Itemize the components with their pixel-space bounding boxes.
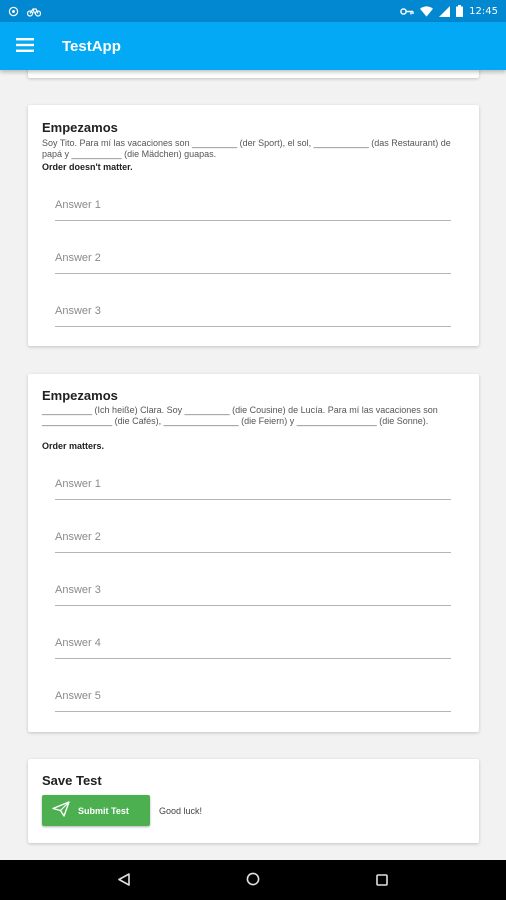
status-bar bbox=[0, 0, 506, 22]
recents-icon bbox=[376, 871, 388, 890]
answer-2-input[interactable] bbox=[55, 527, 451, 547]
answer-3-input[interactable] bbox=[55, 301, 451, 321]
answer-2-input[interactable] bbox=[55, 248, 451, 268]
answer-1-field[interactable] bbox=[55, 193, 451, 221]
card-note: Order doesn't matter. bbox=[42, 162, 133, 172]
navigation-bar bbox=[0, 860, 506, 900]
card-text: __________ (Ich heiße) Clara. Soy _________ (die Cousine) de Lucía. Para mí las vacaciones son ______________ (die Cafés), _______________ (die Feiern) y ________________ (die Sonne). bbox=[42, 405, 438, 426]
card-title: Empezamos bbox=[42, 388, 118, 403]
paper-plane-icon bbox=[52, 801, 70, 821]
vpn-key-icon bbox=[400, 7, 414, 16]
answer-4-input[interactable] bbox=[55, 633, 451, 653]
wifi-icon bbox=[420, 6, 433, 17]
answer-1-input[interactable] bbox=[55, 474, 451, 494]
app-title: TestApp bbox=[62, 37, 121, 55]
content-scroll-area[interactable] bbox=[0, 70, 506, 860]
app-bar bbox=[0, 22, 506, 70]
answer-3-field[interactable] bbox=[55, 299, 451, 327]
settings-circle-icon bbox=[8, 6, 19, 17]
back-icon bbox=[118, 871, 130, 890]
save-test-card bbox=[28, 759, 479, 843]
save-test-title: Save Test bbox=[42, 773, 102, 788]
bike-icon bbox=[27, 6, 41, 17]
answer-5-field[interactable] bbox=[55, 684, 451, 712]
menu-button[interactable] bbox=[0, 22, 50, 70]
back-button[interactable] bbox=[104, 860, 144, 900]
question-card-2 bbox=[28, 374, 479, 732]
answer-2-field[interactable] bbox=[55, 525, 451, 553]
home-button[interactable] bbox=[233, 860, 273, 900]
signal-icon bbox=[439, 6, 450, 17]
answer-1-input[interactable] bbox=[55, 195, 451, 215]
submit-test-label: Submit Test bbox=[78, 805, 129, 816]
answer-5-input[interactable] bbox=[55, 686, 451, 706]
card-note: Order matters. bbox=[42, 441, 105, 451]
recents-button[interactable] bbox=[362, 860, 402, 900]
battery-icon bbox=[456, 5, 463, 17]
previous-card bbox=[28, 70, 479, 78]
answer-1-field[interactable] bbox=[55, 472, 451, 500]
question-card-1 bbox=[28, 105, 479, 346]
card-title: Empezamos bbox=[42, 120, 118, 135]
card-text: Soy Tito. Para mí las vacaciones son _________ (der Sport), el sol, ___________ (das Restaurant) de papá y __________ (die Mädchen) guapas. bbox=[42, 138, 451, 159]
menu-icon bbox=[16, 37, 34, 56]
answer-2-field[interactable] bbox=[55, 246, 451, 274]
submit-test-button[interactable] bbox=[42, 795, 150, 826]
home-icon bbox=[246, 871, 260, 890]
answer-4-field[interactable] bbox=[55, 631, 451, 659]
status-time: 12:45 bbox=[469, 5, 498, 17]
answer-3-field[interactable] bbox=[55, 578, 451, 606]
good-luck-text: Good luck! bbox=[159, 806, 203, 816]
answer-3-input[interactable] bbox=[55, 580, 451, 600]
